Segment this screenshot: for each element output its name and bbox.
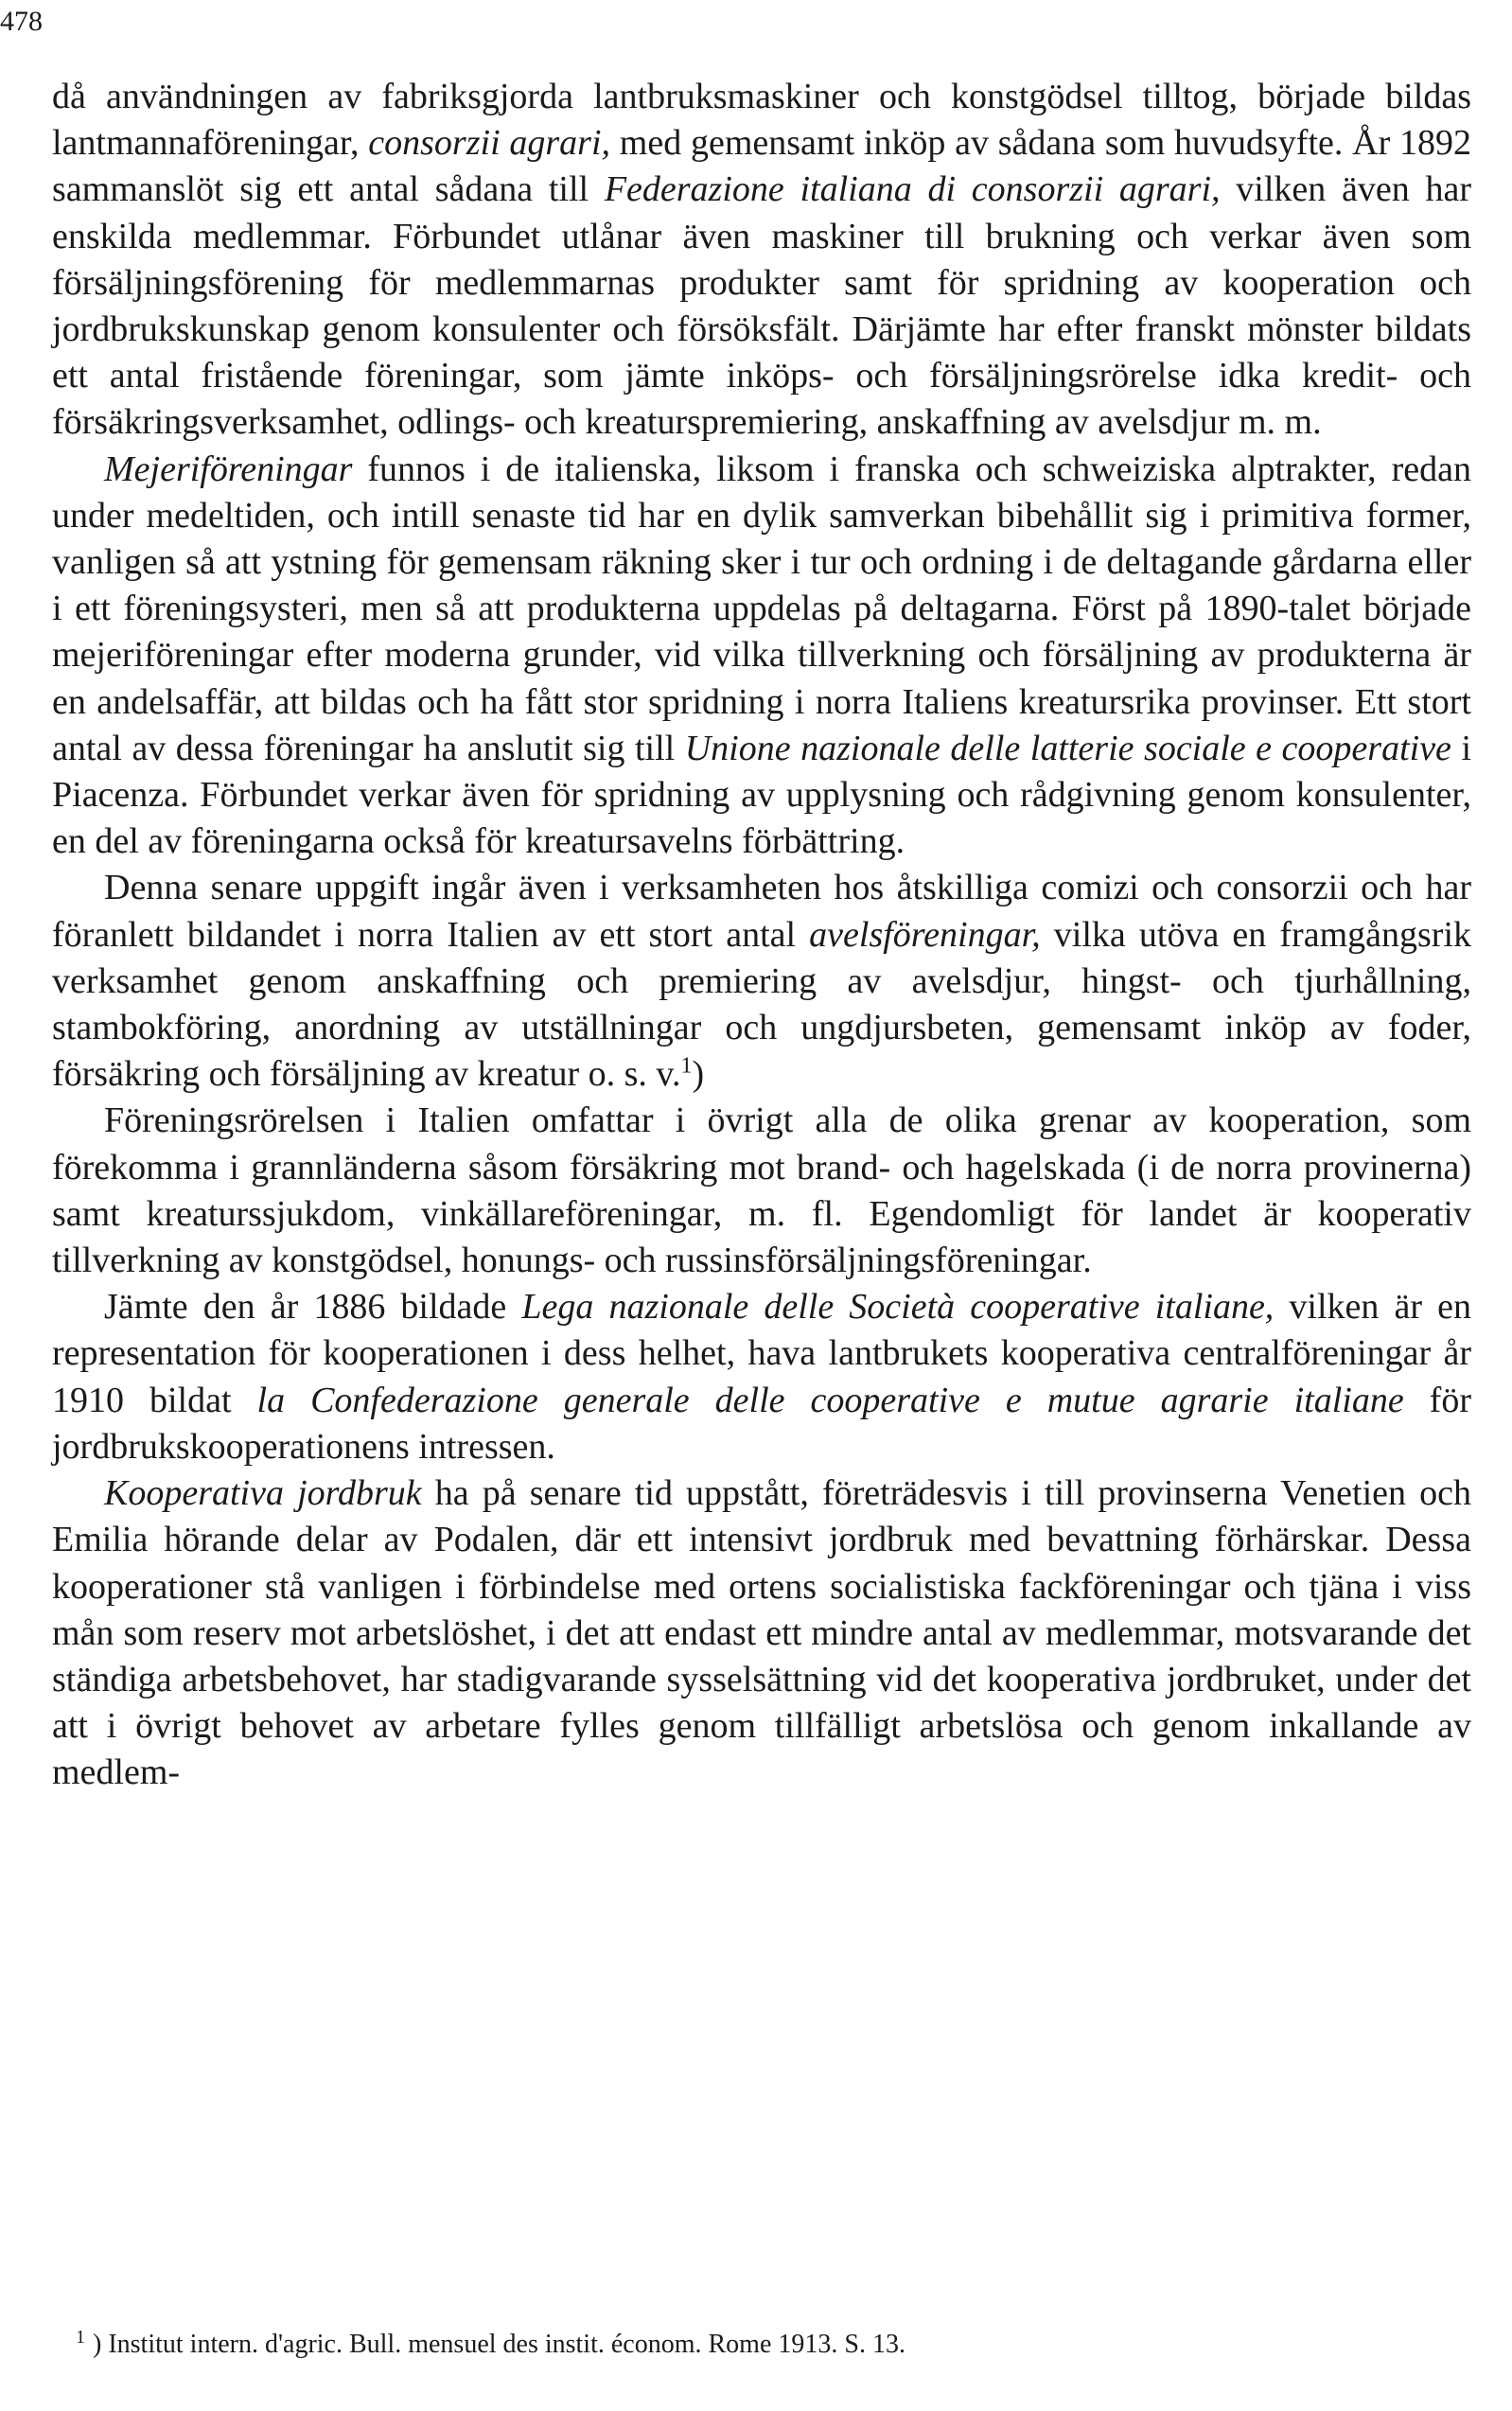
italic-term: Mejeriföreningar bbox=[104, 449, 353, 489]
italic-term: Lega nazionale delle Società cooperative italiane, bbox=[521, 1287, 1275, 1328]
text-run: Jämte den år 1886 bildade bbox=[104, 1287, 522, 1328]
paragraph bbox=[52, 1098, 1471, 1284]
italic-term: la Confederazione generale delle cooperative e mutue agrarie italiane bbox=[256, 1380, 1404, 1420]
page-number: 478 bbox=[0, 6, 43, 37]
text-run: Denna senare uppgift ingår även i verksamheten hos åtskilliga comizi och consorzii och har föranlett bildandet i norra Italien av ett stort antal bbox=[52, 868, 1471, 955]
body-text bbox=[52, 74, 1471, 1797]
paragraph bbox=[52, 1284, 1471, 1470]
paragraph bbox=[52, 74, 1471, 447]
italic-term: avelsföreningar, bbox=[809, 914, 1041, 955]
text-run: då användningen av fabriksgjorda lantbruksmaskiner och konstgödsel tilltog, började bildas lantmannaföreningar, bbox=[52, 77, 1471, 164]
paragraph bbox=[52, 1470, 1471, 1796]
text-run: Föreningsrörelsen i Italien omfattar i övrigt alla de olika grenar av kooperation, som förekomma i grannländerna såsom försäkring mot brand- och hagelskada (i de norra provinerna) samt kreaturssjukdom, vinkällareföreningar, m. fl. Egendomligt för landet är kooperativ tillverkning av konstgödsel, honungs- och russinsförsäljningsföreningar. bbox=[52, 1100, 1471, 1281]
footnote-text: ) Institut intern. d'agric. Bull. mensuel des instit. économ. Rome 1913. S. 13. bbox=[93, 2330, 905, 2359]
text-run: vilken även har enskilda medlemmar. Förbundet utlånar även maskiner till brukning och verkar även som försäljningsförening för medlemmarnas produkter samt för spridning av kooperation och jordbrukskunskap genom konsulenter och försöksfält. Därjämte har efter franskt mönster bildats ett antal fristående föreningar, som jämte inköps- och försäljningsrörelse idka kredit- och försäkringsverksamhet, odlings- och kreaturspremiering, anskaffning av avelsdjur m. m. bbox=[52, 169, 1471, 443]
paragraph bbox=[52, 447, 1471, 866]
italic-term: Kooperativa jordbruk bbox=[104, 1473, 422, 1514]
footnote-reference: 1 bbox=[680, 1053, 693, 1079]
text-run: ha på senare tid uppstått, företrädesvis i till provinserna Venetien och Emilia hörande delar av Podalen, där ett intensivt jordbruk med bevattning förhärskar. Dessa kooperationer stå vanligen i förbindelse med ortens socialistiska fackföreningar och tjäna i viss mån som reserv mot arbetslöshet, i det att endast ett mindre antal av medlemmar, motsvarande det ständiga arbetsbehovet, har stadigvarande sysselsättning vid det kooperativa jordbruket, under det att i övrigt behovet av arbetare fylles genom tillfälligt arbetslösa och genom inkallande av medlem- bbox=[52, 1473, 1471, 1793]
italic-term: Unione nazionale delle latterie sociale e cooperative bbox=[684, 728, 1451, 768]
footnote-mark: 1 bbox=[76, 2326, 85, 2348]
italic-term: consorzii agrari, bbox=[368, 123, 611, 164]
paragraph bbox=[52, 865, 1471, 1098]
text-run: ) bbox=[692, 1054, 705, 1095]
text-run: vilken är en representation för kooperationen i dess helhet, hava lantbrukets kooperativa centralföreningar år 1910 bildat bbox=[52, 1287, 1471, 1420]
text-run: för jordbrukskooperationens intressen. bbox=[52, 1380, 1471, 1467]
text-run: i Piacenza. Förbundet verkar även för spridning av upplysning och rådgivning genom konsulenter, en del av föreningarna också för kreatursavelns förbättring. bbox=[52, 728, 1472, 862]
text-run: med gemensamt inköp av sådana som huvudsyfte. År 1892 sammanslöt sig ett antal sådana till bbox=[52, 123, 1471, 210]
italic-term: Federazione italiana di consorzii agrari, bbox=[604, 169, 1221, 210]
text-run: funnos i de italienska, liksom i franska och schweiziska alptrakter, redan under medeltiden, och intill senaste tid har en dylik samverkan bibehållit sig i primitiva former, vanligen så att ystning för gemensam räkning sker i tur och ordning i de deltagande gårdarna eller i ett föreningsysteri, men så att produkterna uppdelas på deltagarna. Först på 1890-talet började mejeriföreningar efter moderna grunder, vid vilka tillverkning och försäljning av produkterna är en andelsaffär, att bildas och ha fått stor spridning i norra Italiens kreatursrika provinser. Ett stort antal av dessa föreningar ha anslutit sig till bbox=[52, 449, 1471, 768]
text-run: vilka utöva en framgångsrik verksamhet genom anskaffning och premiering av avelsdjur, hingst- och tjurhållning, stambokföring, anordning av utställningar och ungdjursbeten, gemensamt inköp av foder, försäkring och försäljning av kreatur o. s. v. bbox=[52, 914, 1472, 1095]
footnote bbox=[76, 2328, 1476, 2362]
